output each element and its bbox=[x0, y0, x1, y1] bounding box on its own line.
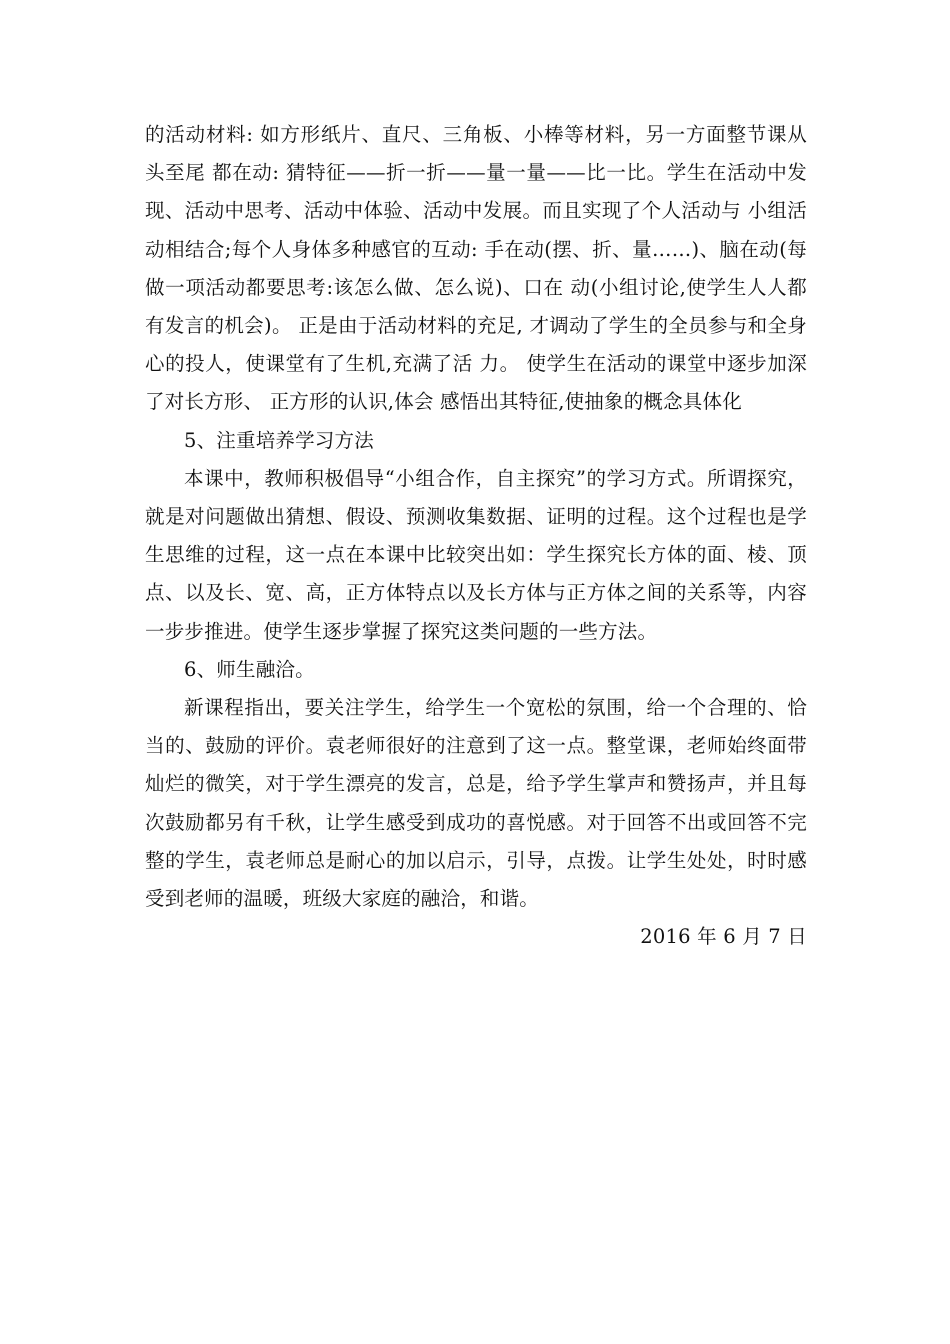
paragraph-activity-materials: 的活动材料: 如方形纸片、直尺、三角板、小棒等材料，另一方面整节课从头至尾 都在动: 猜特征——折一折——量一量——比一比。学生在活动中发 现、活动中思考、活动中体验、活动中发展。而且实现了个人活动与 小组活动相结合;每个人身体多种感官的互动: 手在动(摆、折、量……)、脑在动(每做一项活动都要思考:该怎么做、怎么说)、口在 动(小组讨论,使学生人人都有发言的机会)。 正是由于活动材料的充足, 才调动了学生的全员参与和全身心的投人，使课堂有了生机,充满了活 力。 使学生在活动的课堂中逐步加深了对长方形、 正方形的认识,体会 感悟出其特征,使抽象的概念具体化 bbox=[145, 123, 807, 414]
section-heading-6: 6、师生融洽。 bbox=[184, 657, 315, 681]
document-date: 2016 年 6 月 7 日 bbox=[640, 925, 807, 949]
section-heading-5: 5、注重培养学习方法 bbox=[184, 428, 374, 452]
paragraph-learning-methods: 本课中，教师积极倡导“小组合作，自主探究”的学习方式。所谓探究，就是对问题做出猜想、假设、预测收集数据、证明的过程。这个过程也是学生思维的过程，这一点在本课中比较突出如：学生探究长方体的面、棱、顶点、以及长、宽、高，正方体特点以及长方体与正方体之间的关系等，内容一步步推进。使学生逐步掌握了探究这类问题的一些方法。 bbox=[145, 466, 807, 643]
document-body bbox=[145, 116, 807, 956]
paragraph-teacher-student-harmony: 新课程指出，要关注学生，给学生一个宽松的氛围，给一个合理的、恰当的、鼓励的评价。袁老师很好的注意到了这一点。整堂课，老师始终面带灿烂的微笑，对于学生漂亮的发言，总是，给予学生掌声和赞扬声，并且每次鼓励都另有千秋，让学生感受到成功的喜悦感。对于回答不出或回答不完整的学生，袁老师总是耐心的加以启示，引导，点拨。让学生处处，时时感受到老师的温暖，班级大家庭的融洽，和谐。 bbox=[145, 696, 807, 911]
